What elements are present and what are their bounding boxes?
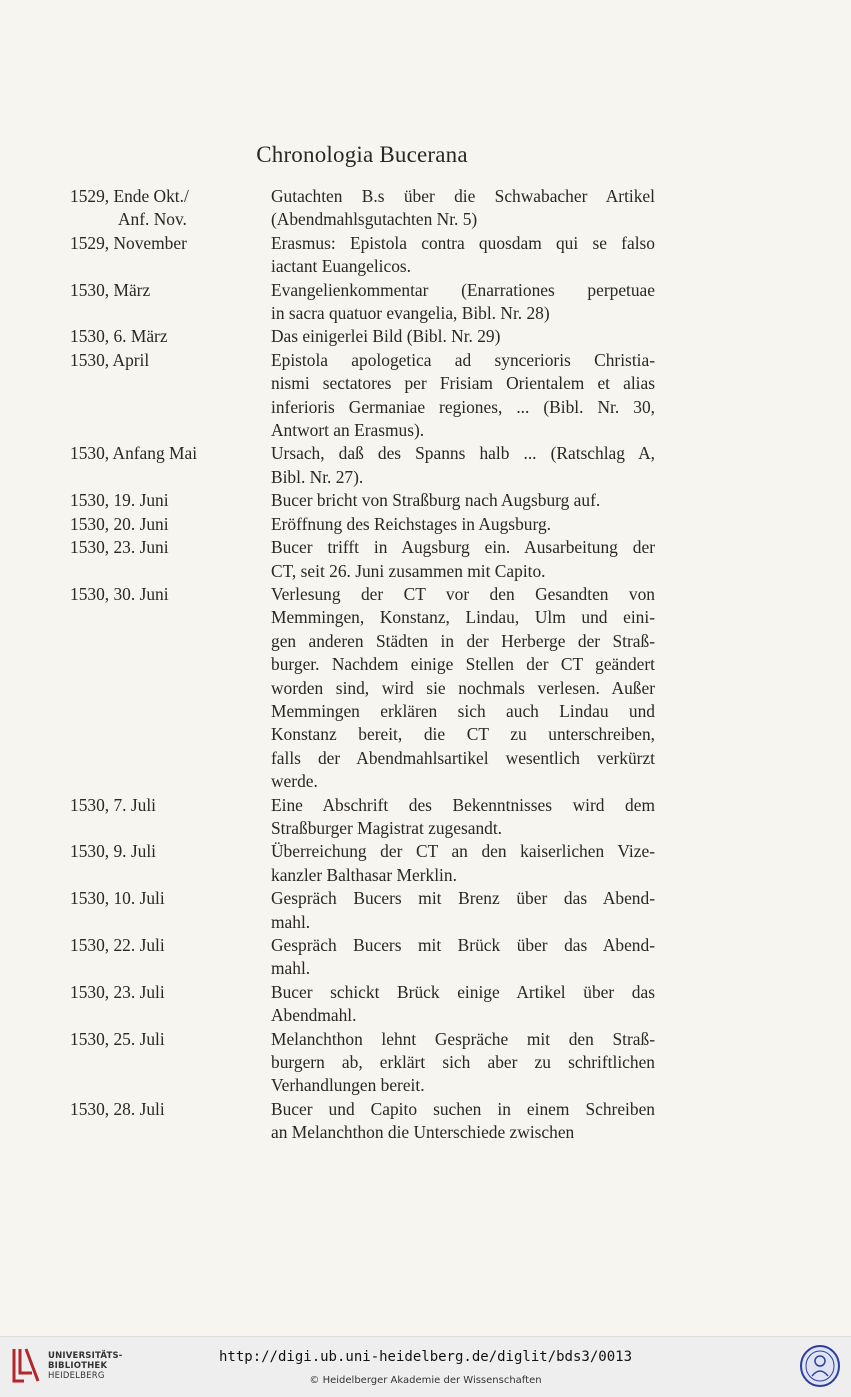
chronology-entry: [0, 934, 851, 981]
entry-text-line: (Abendmahlsgutachten Nr. 5): [271, 209, 478, 230]
entry-text-line: Straßburger Magistrat zugesandt.: [271, 817, 503, 838]
entry-text: [271, 232, 655, 279]
entry-text-line: burger. Nachdem einige Stellen der CT geändert: [271, 654, 655, 675]
entry-text: [271, 513, 655, 536]
entry-date: [70, 1098, 265, 1121]
chronology-entry: [0, 349, 851, 443]
entry-date-line: 1530, 10. Juli: [70, 888, 165, 909]
entry-text: [271, 981, 655, 1028]
chronology-entry: [0, 794, 851, 841]
entry-date-line: 1530, 7. Juli: [70, 794, 156, 815]
entry-text-line: an Melanchthon die Unterschiede zwischen: [271, 1122, 575, 1143]
page-title: Chronologia Bucerana: [256, 142, 468, 167]
chronology-entry: [0, 232, 851, 279]
entry-date: [70, 583, 265, 606]
entry-text-line: Antwort an Erasmus).: [271, 420, 425, 441]
entry-text-line: Memmingen erklären sich auch Lindau und: [271, 700, 655, 721]
entry-date-line: 1530, 6. März: [70, 326, 168, 347]
entry-text-line: Das einigerlei Bild (Bibl. Nr. 29): [271, 326, 501, 347]
entry-text-line: Abendmahl.: [271, 1005, 357, 1026]
entry-text-line: Melanchthon lehnt Gespräche mit den Straß-: [271, 1028, 655, 1049]
entry-date-line: 1530, 30. Juni: [70, 583, 169, 604]
entry-text-line: iactant Euangelicos.: [271, 256, 412, 277]
entry-text: [271, 1098, 655, 1145]
entry-date: [70, 536, 265, 559]
copyright-notice: © Heidelberger Akademie der Wissenschaften: [309, 1375, 542, 1386]
entry-date-line: 1530, März: [70, 279, 151, 300]
entry-text-line: kanzler Balthasar Merklin.: [271, 864, 457, 885]
entry-text-line: Erasmus: Epistola contra quosdam qui se falso: [271, 232, 655, 253]
entry-text: [271, 185, 655, 232]
chronology-entry: [0, 325, 851, 348]
entry-text-line: Gespräch Bucers mit Brück über das Abend-: [271, 935, 655, 955]
entry-text-line: Verlesung der CT vor den Gesandten von: [271, 583, 655, 604]
chronology-entry: [0, 185, 851, 232]
entry-date-line: Anf. Nov.: [118, 209, 187, 230]
entry-date: [70, 1028, 265, 1051]
entry-text-line: Eröffnung des Reichstages in Augsburg.: [271, 513, 551, 534]
entry-date-line: 1530, 23. Juli: [70, 981, 165, 1002]
entry-text: [271, 840, 655, 887]
entry-text-line: Bucer bricht von Straßburg nach Augsburg auf.: [271, 490, 601, 511]
entry-text-line: Gespräch Bucers mit Brenz über das Abend-: [271, 888, 655, 909]
library-footer: [0, 1336, 851, 1397]
chronology-entry: [0, 1098, 851, 1145]
entry-text: [271, 442, 655, 489]
library-name-line-2: BIBLIOTHEK: [48, 1361, 108, 1371]
entry-date-line: 1530, 9. Juli: [70, 841, 156, 862]
entry-date: [70, 934, 265, 957]
entry-text-line: burgern ab, erklärt sich aber zu schriftlichen: [271, 1052, 655, 1073]
entry-date: [70, 489, 265, 512]
entry-date-line: 1530, 28. Juli: [70, 1098, 165, 1119]
entry-date-line: 1529, Ende Okt./: [70, 186, 189, 206]
entry-date-line: 1530, 20. Juni: [70, 513, 169, 534]
entry-text: [271, 794, 655, 841]
entry-text-line: mahl.: [271, 911, 311, 932]
entry-text-line: Überreichung der CT an den kaiserlichen Vize-: [271, 841, 655, 862]
library-name-line-1: UNIVERSITÄTS-: [48, 1351, 123, 1361]
entry-text-line: Bucer schickt Brück einige Artikel über das: [271, 981, 655, 1002]
entry-text-line: Memmingen, Konstanz, Lindau, Ulm und eini-: [271, 607, 655, 628]
entry-date: [70, 232, 265, 255]
entry-text: [271, 583, 655, 794]
entry-text-line: mahl.: [271, 958, 311, 979]
chronology-entry: [0, 1028, 851, 1098]
entry-date-line: 1530, 22. Juli: [70, 935, 165, 955]
chronology-entry: [0, 279, 851, 326]
entry-date: [70, 981, 265, 1004]
entry-date: [70, 279, 265, 302]
entry-date-line: 1530, April: [70, 349, 150, 370]
entry-date-line: 1530, 23. Juni: [70, 537, 169, 558]
entry-date: [70, 513, 265, 536]
entry-text-line: Gutachten B.s über die Schwabacher Artikel: [271, 186, 655, 206]
entry-text: [271, 325, 655, 348]
entry-text-line: Evangelienkommentar (Enarrationes perpetuae: [271, 279, 655, 300]
entry-text: [271, 279, 655, 326]
entry-text: [271, 1028, 655, 1098]
chronology-entry: [0, 513, 851, 536]
entry-text-line: Bucer und Capito suchen in einem Schreiben: [271, 1098, 655, 1119]
entry-date-line: 1529, November: [70, 232, 187, 253]
entry-text-line: inferioris Germaniae regiones, ... (Bibl. Nr. 30,: [271, 396, 655, 417]
entry-text-line: in sacra quatuor evangelia, Bibl. Nr. 28): [271, 303, 550, 324]
library-name-line-3: HEIDELBERG: [48, 1371, 105, 1381]
entry-text-line: Epistola apologetica ad syncerioris Christia-: [271, 349, 655, 370]
entry-text-line: worden sind, wird sie nochmals verlesen. Außer: [271, 677, 655, 698]
entry-date-line: 1530, Anfang Mai: [70, 443, 198, 464]
entry-date-line: 1530, 25. Juli: [70, 1028, 165, 1049]
entry-text-line: Verhandlungen bereit.: [271, 1075, 425, 1096]
entry-date: [70, 442, 265, 465]
entry-date: [70, 349, 265, 372]
entry-date: [70, 794, 265, 817]
entry-date-line: 1530, 19. Juni: [70, 490, 169, 511]
entry-text-line: CT, seit 26. Juni zusammen mit Capito.: [271, 560, 546, 581]
chronology-entry: [0, 536, 851, 583]
chronology-entry: [0, 442, 851, 489]
entry-text: [271, 887, 655, 934]
entry-text-line: Ursach, daß des Spanns halb ... (Ratschlag A,: [271, 443, 655, 464]
entry-text-line: gen anderen Städten in der Herberge der Straß-: [271, 630, 655, 651]
entry-text-line: Konstanz bereit, die CT zu unterschreiben,: [271, 724, 655, 745]
entry-text-line: Bibl. Nr. 27).: [271, 466, 364, 487]
chronology-entry: [0, 840, 851, 887]
chronology-list: [0, 185, 851, 1145]
entry-date: [70, 185, 265, 232]
entry-text-line: falls der Abendmahlsartikel wesentlich verkürzt: [271, 747, 655, 768]
entry-text-line: werde.: [271, 771, 318, 792]
entry-date: [70, 887, 265, 910]
entry-text: [271, 489, 655, 512]
entry-text-line: Eine Abschrift des Bekenntnisses wird dem: [271, 794, 655, 815]
chronology-entry: [0, 981, 851, 1028]
entry-date: [70, 325, 265, 348]
chronology-entry: [0, 583, 851, 794]
chronology-entry: [0, 489, 851, 512]
entry-text-line: nismi sectatores per Frisiam Orientalem et alias: [271, 373, 655, 394]
entry-date: [70, 840, 265, 863]
permalink-url[interactable]: http://digi.ub.uni-heidelberg.de/diglit/bds3/0013: [218, 1349, 632, 1365]
entry-text: [271, 934, 655, 981]
entry-text: [271, 536, 655, 583]
chronology-entry: [0, 887, 851, 934]
academy-seal-icon: [799, 1344, 841, 1388]
entry-text-line: Bucer trifft in Augsburg ein. Ausarbeitung der: [271, 537, 655, 558]
entry-text: [271, 349, 655, 443]
